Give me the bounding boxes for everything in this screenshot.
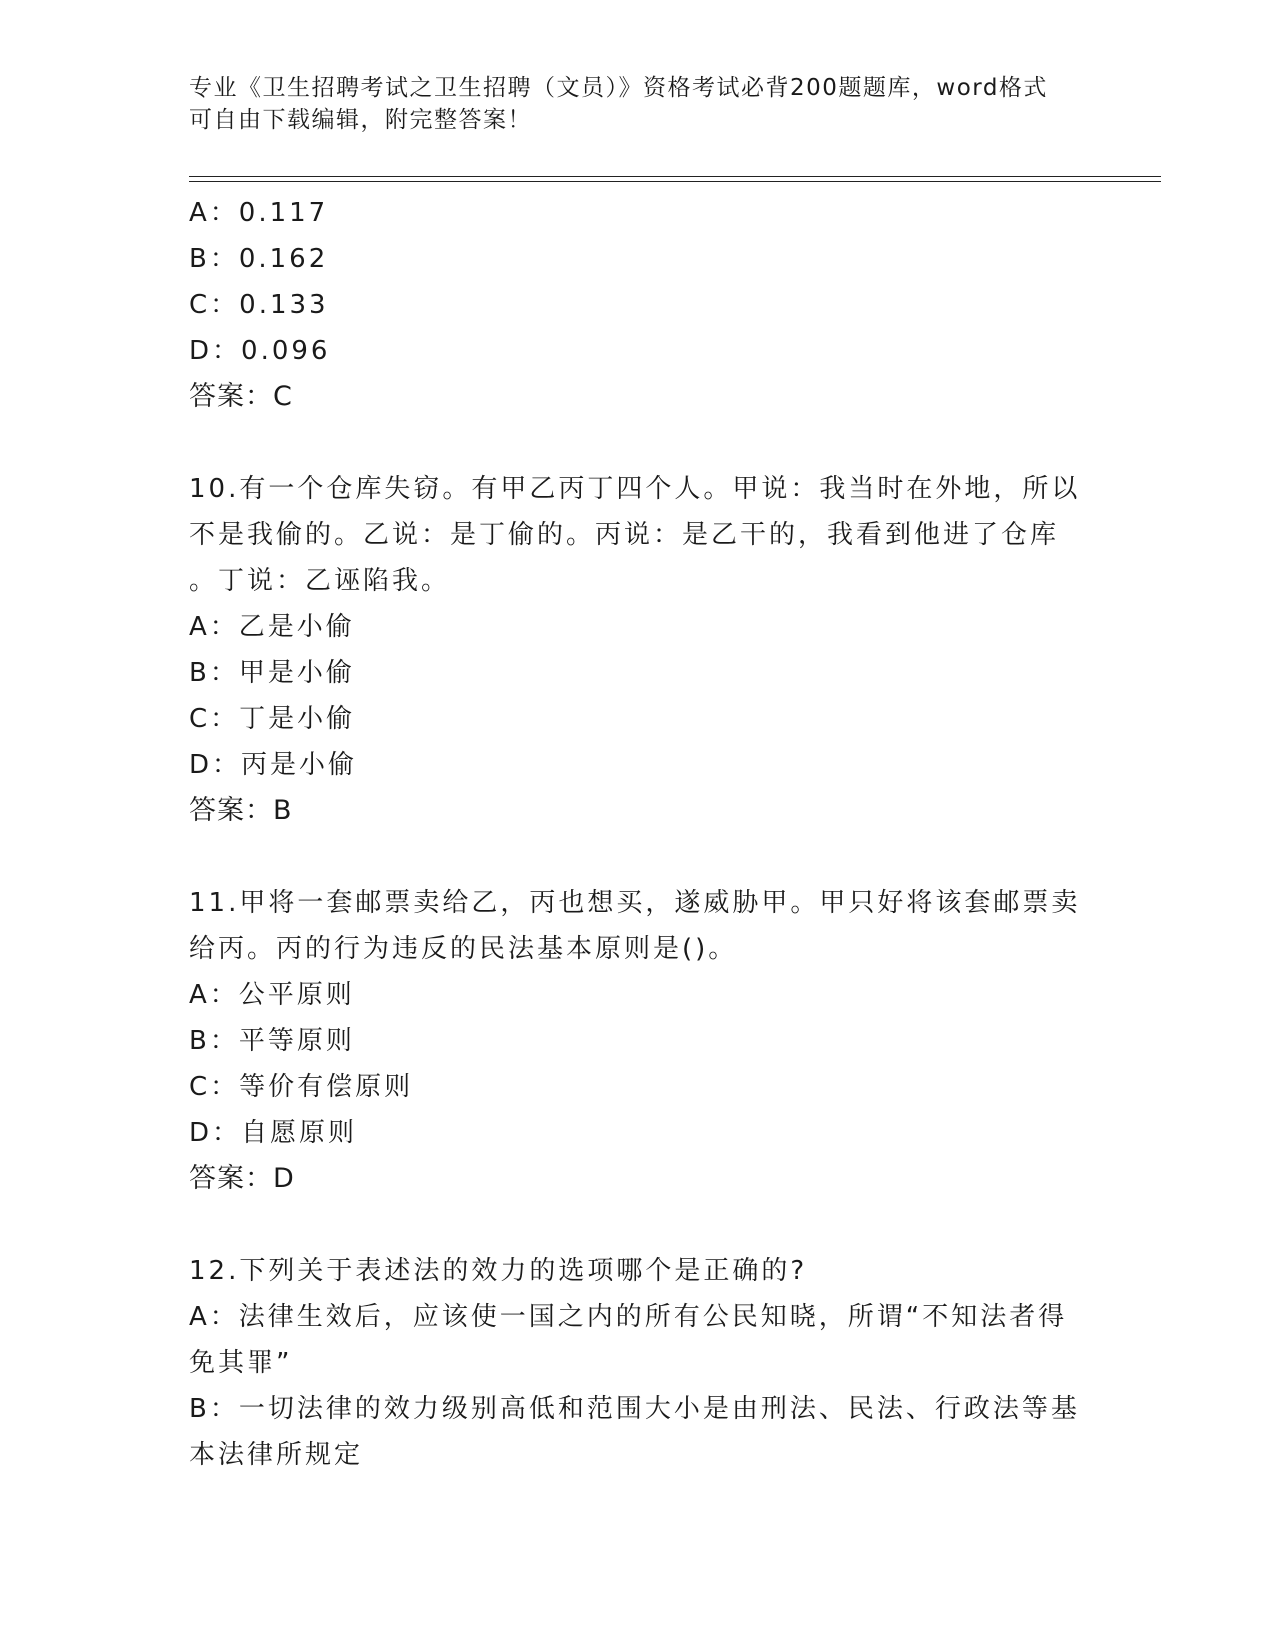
option-b: B：0.162 [189,244,329,274]
question-12 [189,1248,1089,1478]
header-title-line-1: 专业《卫生招聘考试之卫生招聘（文员）》资格考试必背200题题库，word格式 [189,75,1048,101]
answer: 答案：D [189,1163,295,1194]
answer: 答案：B [189,795,293,826]
question-stem-line: 11.甲将一套邮票卖给乙，丙也想买，遂威胁甲。甲只好将该套邮票卖 [189,888,1081,918]
option-c: C：丁是小偷 [189,704,356,734]
question-stem-line: 给丙。丙的行为违反的民法基本原则是()。 [189,934,738,964]
option-a-line: A：法律生效后，应该使一国之内的所有公民知晓，所谓“不知法者得 [189,1302,1068,1332]
option-a: A：乙是小偷 [189,612,355,642]
spacer [189,1202,1089,1248]
question-10 [189,466,1089,834]
option-d: D：0.096 [189,336,331,366]
spacer [189,834,1089,880]
question-stem-line: 12.下列关于表述法的效力的选项哪个是正确的? [189,1256,808,1286]
question-stem-line: 10.有一个仓库失窃。有甲乙丙丁四个人。甲说：我当时在外地，所以 [189,474,1081,504]
header-title-line-2: 可自由下载编辑，附完整答案！ [189,107,532,133]
question-9 [189,190,1089,420]
option-b: B：平等原则 [189,1026,355,1056]
option-a-line: 免其罪” [189,1348,293,1378]
answer: 答案：C [189,381,293,412]
option-c: C：等价有偿原则 [189,1072,414,1102]
header-divider [189,176,1161,182]
option-c: C：0.133 [189,290,329,320]
option-a: A：0.117 [189,198,329,228]
question-stem-line: 不是我偷的。乙说：是丁偷的。丙说：是乙干的，我看到他进了仓库 [189,520,1060,550]
option-a: A：公平原则 [189,980,355,1010]
option-b-line: 本法律所规定 [189,1440,364,1470]
option-b-line: B：一切法律的效力级别高低和范围大小是由刑法、民法、行政法等基 [189,1394,1080,1424]
question-11 [189,880,1089,1202]
option-d: D：丙是小偷 [189,750,358,780]
option-d: D：自愿原则 [189,1118,358,1148]
question-stem-line: 。丁说：乙诬陷我。 [189,566,451,596]
question-list [189,190,1089,1478]
option-b: B：甲是小偷 [189,658,355,688]
document-header [189,72,1089,136]
spacer [189,420,1089,466]
